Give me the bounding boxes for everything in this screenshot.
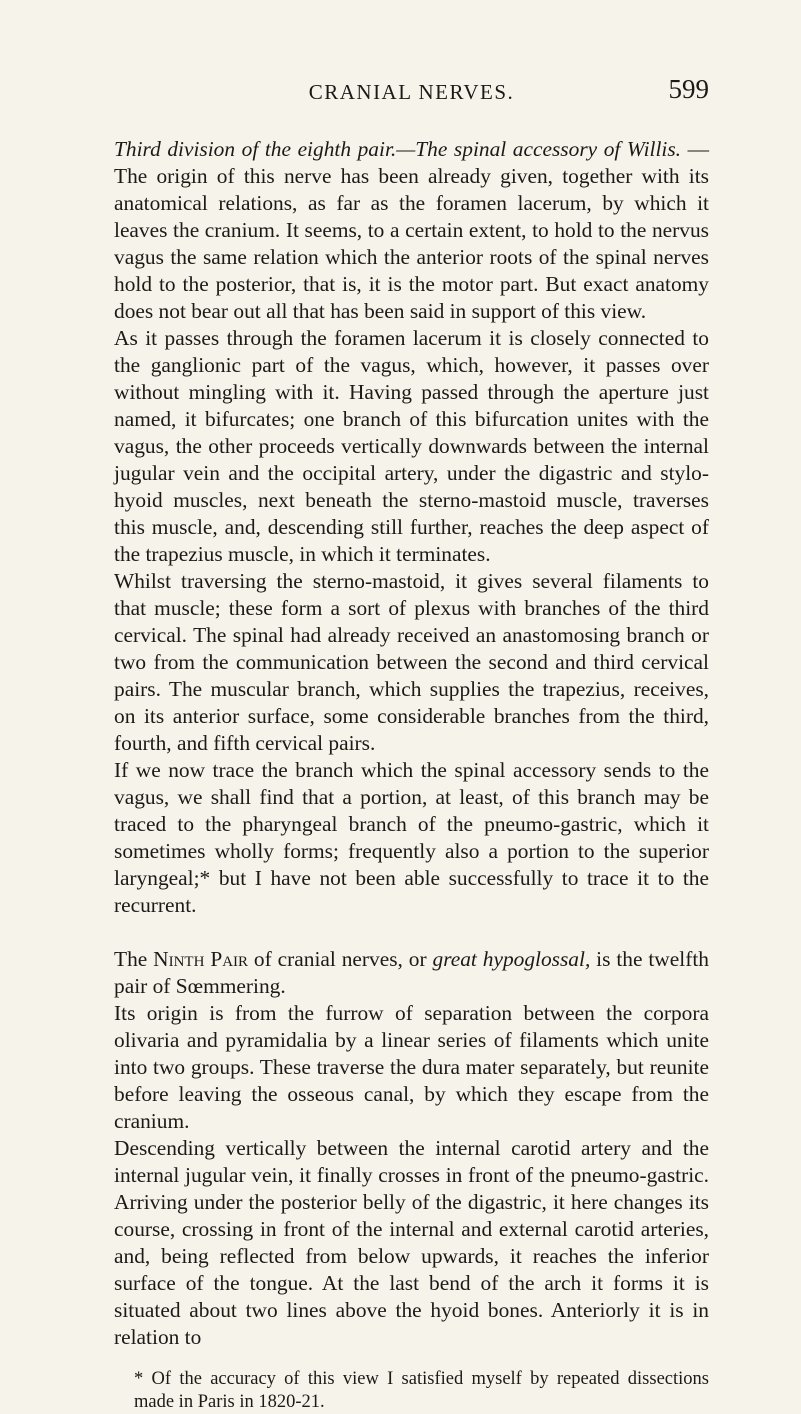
italic-term: great hypoglossal, <box>432 947 591 971</box>
text-tail: is the twelfth pair of Sœmmering. <box>114 947 709 998</box>
paragraph-course: As it passes through the foramen lacerum it is closely connected to the ganglionic part of the vagus, which, however, it passes over without mingling with it. Having passed through the aperture just named, it bifurcates; one branch of this bifurcation unites with the vagus, the other proceeds vertically downwards between the internal jugular vein and the occipital artery, under the digastric and stylo-hyoid muscles, next beneath the sterno-mastoid muscle, traverses this muscle, and, descending still further, reaches the deep aspect of the trapezius muscle, in which it terminates. <box>114 326 709 566</box>
footnote-reference: * <box>199 866 211 890</box>
paragraph-ninth-pair <box>114 946 709 1000</box>
section-heading: Third division of the eighth pair.—The spinal accessory of Willis. <box>114 137 682 161</box>
text-lead: The <box>114 947 154 971</box>
footnote: * Of the accuracy of this view I satisfied myself by repeated dissections made in Paris in 1820-21. <box>134 1369 709 1412</box>
paragraph-descending: Descending vertically between the internal carotid artery and the internal jugular vein, it finally crosses in front of the pneumo-gastric. Arriving under the posterior belly of the digastric, it here changes its course, crossing in front of the internal and external carotid arteries, and, being reflected from below upwards, it reaches the inferior surface of the tongue. At the last bend of the arch it forms it is situated about two lines above the hyoid bones. Anteriorly it is in relation to <box>114 1136 709 1349</box>
paragraph-spinal-accessory <box>114 136 709 325</box>
paragraph-filaments: Whilst traversing the sterno-mastoid, it gives several filaments to that muscle; these form a sort of plexus with branches of the third cervical. The spinal had already received an anastomosing branch or two from the communication between the second and third cervical pairs. The muscular branch, which supplies the trapezius, receives, on its anterior surface, some considerable branches from the third, fourth, and fifth cervical pairs. <box>114 569 709 755</box>
paragraph-origin: Its origin is from the furrow of separation between the corpora olivaria and pyramidalia by a linear series of filaments which unite into two groups. These traverse the dura mater separately, but reunite before leaving the osseous canal, by which they escape from the cranium. <box>114 1001 709 1133</box>
paragraph-branch-to-vagus <box>114 757 709 919</box>
text-mid: of cranial nerves, or <box>248 947 433 971</box>
page-number: 599 <box>668 74 709 104</box>
running-title: CRANIAL NERVES. <box>308 80 515 104</box>
running-head <box>114 72 709 112</box>
small-caps-heading: Ninth Pair <box>153 947 249 971</box>
paragraph-text: —The origin of this nerve has been already given, together with its anatomical relations, as far as the foramen lacerum, by which it leaves the cranium. It seems, to a certain extent, to hold to the nervus vagus the same relation which the anterior roots of the spinal nerves hold to the posterior, that is, it is the motor part. But exact anatomy does not bear out all that has been said in support of this view. <box>114 137 709 323</box>
paragraph-text-tail: but I have not been able successfully to trace it to the recurrent. <box>114 866 709 917</box>
paragraph-text: If we now trace the branch which the spinal accessory sends to the vagus, we shall find that a portion, at least, of this branch may be traced to the pharyngeal branch of the pneumo-gastric, which it sometimes wholly forms; frequently also a portion to the superior laryngeal; <box>114 758 709 890</box>
